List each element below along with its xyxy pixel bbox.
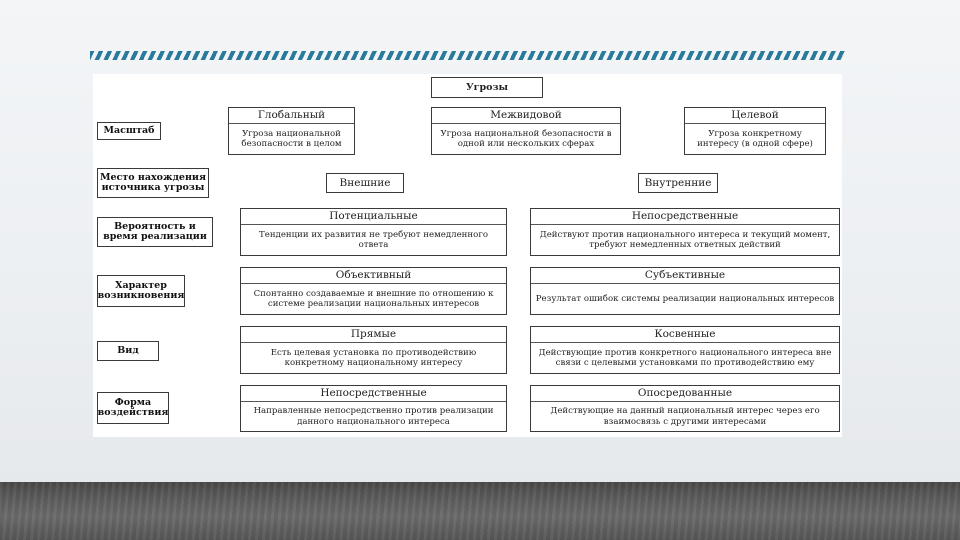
box-description: Угроза конкретному интересу (в одной сфере) — [697, 128, 813, 149]
scale-global-box — [228, 107, 355, 155]
box-title: Непосредственные — [241, 386, 506, 402]
box-description: Действующие против конкретного национального интереса вне связи с целевыми установками по противодействию ему — [538, 347, 832, 368]
kind-direct-box — [240, 326, 507, 374]
scale-target-box — [684, 107, 826, 155]
box-description: Действуют против национального интереса и текущий момент, требуют немедленных ответных действий — [539, 229, 831, 250]
scale-intersectoral-box — [431, 107, 621, 155]
box-description: Спонтанно создаваемые и внешние по отношению к системе реализации национальных интересов — [253, 288, 494, 309]
diagram-slide — [93, 74, 842, 437]
row-label-character: Характер возникновения — [97, 275, 185, 307]
impact-immediate-box — [240, 385, 507, 432]
floor-background — [0, 482, 960, 540]
box-title: Косвенные — [531, 327, 839, 343]
location-external-box: Внешние — [326, 173, 404, 193]
box-title: Глобальный — [229, 108, 354, 124]
box-description: Действующие на данный национальный интерес через его взаимосвязь с другими интересами — [550, 406, 820, 427]
probability-potential-box — [240, 208, 507, 256]
root-node: Угрозы — [431, 77, 543, 98]
box-description: Тенденции их развития не требуют немедленного ответа — [259, 229, 488, 250]
box-description: Угроза национальной безопасности в целом — [241, 128, 342, 149]
box-title: Субъективные — [531, 268, 839, 284]
character-subjective-box — [530, 267, 840, 315]
decorative-stripe — [90, 51, 845, 60]
row-label-scale: Масштаб — [97, 122, 161, 140]
box-description: Направленные непосредственно против реализации данного национального интереса — [253, 406, 494, 427]
location-internal-box: Внутренние — [638, 173, 718, 193]
box-title: Потенциальные — [241, 209, 506, 225]
box-title: Объективный — [241, 268, 506, 284]
row-label-impact: Форма воздействия — [97, 392, 169, 424]
character-objective-box — [240, 267, 507, 315]
box-description: Есть целевая установка по противодействию конкретному национальному интересу — [270, 347, 477, 368]
box-title: Целевой — [685, 108, 825, 124]
kind-indirect-box — [530, 326, 840, 374]
row-label-kind: Вид — [97, 341, 159, 361]
impact-mediated-box — [530, 385, 840, 432]
box-title: Опосредованные — [531, 386, 839, 402]
box-title: Прямые — [241, 327, 506, 343]
row-label-probability: Вероятность и время реализации — [97, 217, 213, 247]
row-label-location: Место нахождения источника угрозы — [97, 168, 209, 198]
box-description: Результат ошибок системы реализации национальных интересов — [535, 293, 835, 304]
box-title: Непосредственные — [531, 209, 839, 225]
box-description: Угроза национальной безопасности в одной или нескольких сферах — [440, 128, 612, 149]
probability-immediate-box — [530, 208, 840, 256]
box-title: Межвидовой — [432, 108, 620, 124]
